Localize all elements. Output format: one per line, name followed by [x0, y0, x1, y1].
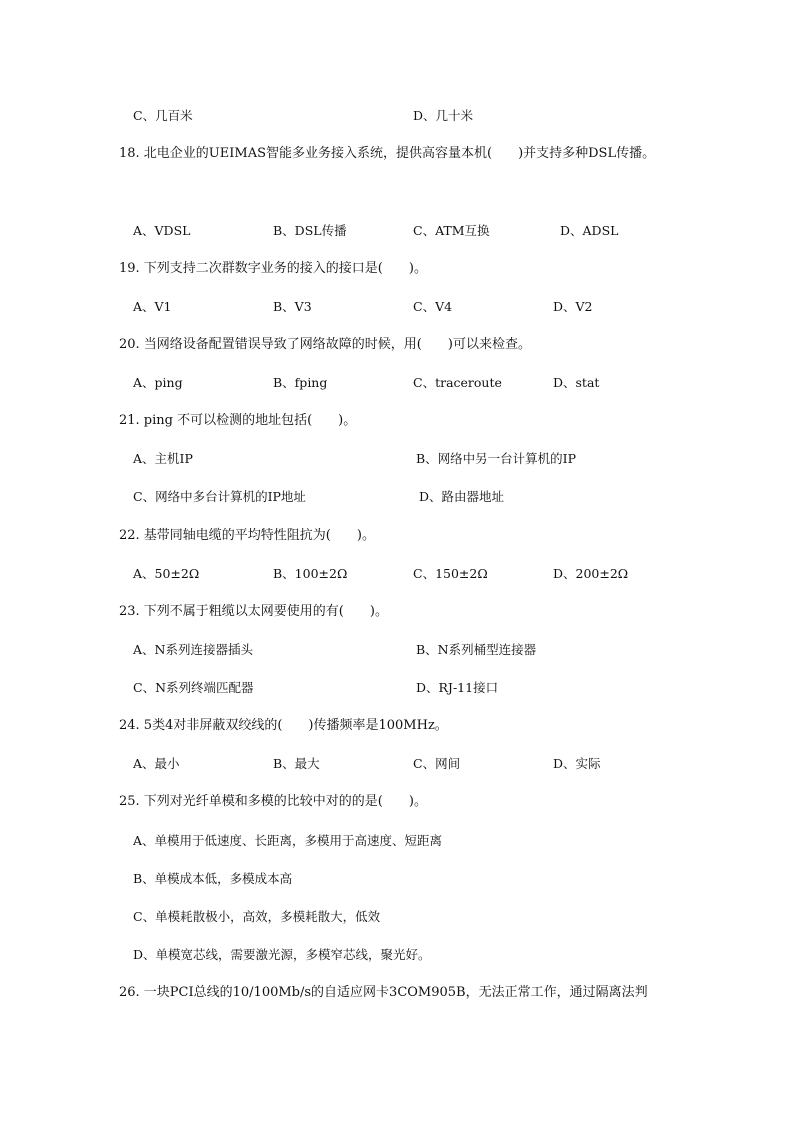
q25-option-b: B、单模成本低，多模成本高 — [133, 871, 293, 886]
question-19-stem: 19. 下列支持二次群数字业务的接入的接口是( )。 — [119, 261, 427, 276]
q18-option-b: B、DSL传播 — [273, 223, 347, 238]
q22-option-b: B、100±2Ω — [273, 566, 348, 581]
q24-option-c: C、网间 — [413, 756, 461, 771]
q22-option-c: C、150±2Ω — [413, 566, 488, 581]
q25-option-a: A、单模用于低速度、长距离，多模用于高速度、短距离 — [133, 833, 443, 848]
q18-option-a: A、VDSL — [133, 223, 191, 238]
q25-option-c: C、单模耗散极小，高效，多模耗散大，低效 — [133, 909, 381, 924]
q23-option-b: B、N系列桶型连接器 — [416, 642, 537, 657]
q18-option-d: D、ADSL — [560, 223, 619, 238]
q24-option-a: A、最小 — [133, 756, 180, 771]
q19-option-c: C、V4 — [413, 299, 453, 314]
q24-option-b: B、最大 — [273, 756, 320, 771]
q19-option-b: B、V3 — [273, 299, 312, 314]
q23-option-c: C、N系列终端匹配器 — [133, 680, 254, 695]
q19-option-a: A、V1 — [133, 299, 172, 314]
q23-option-a: A、N系列连接器插头 — [133, 642, 253, 657]
q20-option-a: A、ping — [133, 375, 183, 390]
q20-option-c: C、traceroute — [413, 375, 502, 390]
question-26-stem: 26. 一块PCI总线的10/100Mb/s的自适应网卡3COM905B，无法正常工作，通过隔离法判 — [119, 985, 648, 1000]
q22-option-d: D、200±2Ω — [553, 566, 629, 581]
option-c-prev: C、几百米 — [133, 108, 193, 123]
q22-option-a: A、50±2Ω — [133, 566, 200, 581]
q20-option-d: D、stat — [553, 375, 600, 390]
q21-option-a: A、主机IP — [133, 451, 193, 466]
question-21-stem: 21. ping 不可以检测的地址包括( )。 — [119, 413, 357, 428]
q21-option-b: B、网络中另一台计算机的IP — [416, 451, 577, 466]
question-20-stem: 20. 当网络设备配置错误导致了网络故障的时候，用( )可以来检查。 — [119, 337, 531, 352]
question-22-stem: 22. 基带同轴电缆的平均特性阻抗为( )。 — [119, 528, 375, 543]
q21-option-c: C、网络中多台计算机的IP地址 — [133, 489, 306, 504]
question-23-stem: 23. 下列不属于粗缆以太网要使用的有( )。 — [119, 604, 388, 619]
q20-option-b: B、fping — [273, 375, 328, 390]
question-25-stem: 25. 下列对光纤单模和多模的比较中对的的是( )。 — [119, 794, 427, 809]
option-d-prev: D、几十米 — [413, 108, 474, 123]
q18-option-c: C、ATM互换 — [413, 223, 490, 238]
q19-option-d: D、V2 — [553, 299, 593, 314]
question-24-stem: 24. 5类4对非屏蔽双绞线的( )传播频率是100MHz。 — [119, 718, 448, 733]
question-18-stem: 18. 北电企业的UEIMAS智能多业务接入系统，提供高容量本机( )并支持多种DSL传播。 — [119, 146, 656, 161]
q21-option-d: D、路由器地址 — [419, 489, 505, 504]
q23-option-d: D、RJ-11接口 — [416, 680, 499, 695]
q25-option-d: D、单模宽芯线，需要激光源，多模窄芯线，聚光好。 — [133, 947, 431, 962]
q24-option-d: D、实际 — [553, 756, 601, 771]
